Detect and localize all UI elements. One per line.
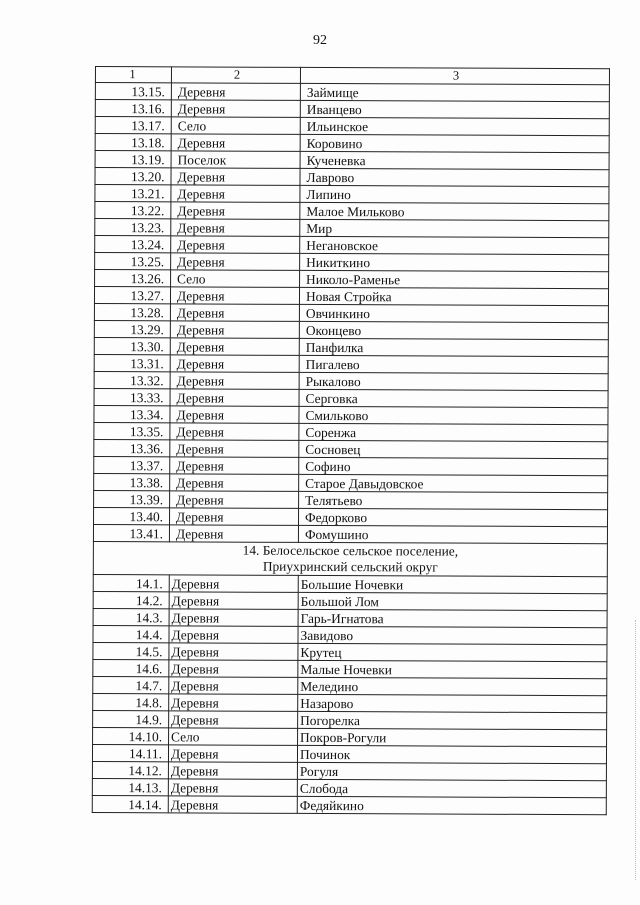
- row-number: 14.14.: [92, 795, 168, 812]
- settlement-type: Деревня: [170, 389, 299, 407]
- settlement-type: Деревня: [170, 287, 299, 305]
- settlement-type: Деревня: [170, 491, 299, 509]
- row-number: 14.1.: [93, 574, 169, 591]
- row-number: 13.24.: [95, 236, 171, 253]
- row-number: 13.27.: [94, 287, 170, 304]
- row-number: 13.41.: [93, 524, 169, 541]
- row-number: 14.6.: [93, 659, 169, 676]
- settlement-type: Деревня: [168, 796, 297, 814]
- row-number: 13.37.: [94, 456, 170, 473]
- row-number: 14.12.: [92, 761, 168, 778]
- settlement-name: Липино: [300, 185, 609, 203]
- settlement-name: Малое Мильково: [300, 202, 609, 220]
- row-number: 13.15.: [95, 83, 171, 100]
- row-number: 13.22.: [95, 202, 171, 219]
- section-title-line-1: 14. Белосельское сельское поселение,: [242, 542, 459, 559]
- settlement-name: Софино: [299, 457, 608, 475]
- settlement-name: Ильинское: [300, 117, 609, 135]
- settlement-name: Починок: [297, 745, 606, 763]
- settlement-name: Негановское: [300, 236, 609, 254]
- settlement-name: Рогуля: [297, 762, 606, 780]
- settlement-type: Деревня: [169, 677, 298, 695]
- settlement-type: Деревня: [171, 83, 300, 101]
- settlement-type: Деревня: [171, 100, 300, 118]
- row-number: 13.34.: [94, 405, 170, 422]
- settlements-table: [92, 66, 610, 815]
- settlement-name: Слобода: [297, 779, 606, 797]
- settlement-name: Погорелка: [298, 711, 607, 729]
- settlement-type: Деревня: [171, 236, 300, 254]
- row-number: 14.3.: [93, 608, 169, 625]
- row-number: 13.28.: [94, 303, 170, 320]
- settlement-name: Соренжа: [299, 423, 608, 441]
- settlement-name: Большой Лом: [298, 592, 607, 610]
- row-number: 13.36.: [94, 439, 170, 456]
- settlement-name: Оконцево: [299, 321, 608, 339]
- settlement-type: Село: [171, 270, 300, 288]
- settlement-name: Гарь-Игнатова: [298, 609, 607, 627]
- settlement-type: Деревня: [169, 609, 298, 627]
- row-number: 13.39.: [94, 490, 170, 507]
- row-number: 13.16.: [95, 100, 171, 117]
- settlement-type: Деревня: [170, 406, 299, 424]
- settlement-type: Деревня: [169, 525, 298, 543]
- settlement-type: Поселок: [171, 151, 300, 169]
- settlement-name: Назарово: [298, 694, 607, 712]
- settlement-type: Деревня: [170, 338, 299, 356]
- row-number: 14.9.: [93, 710, 169, 727]
- settlement-type: Деревня: [168, 762, 297, 780]
- settlement-name: Сосновец: [299, 440, 608, 458]
- settlement-name: Иванцево: [300, 100, 609, 118]
- row-number: 13.33.: [94, 388, 170, 405]
- settlement-type: Деревня: [171, 168, 300, 186]
- settlement-type: Деревня: [169, 592, 298, 610]
- settlement-type: Село: [169, 728, 298, 746]
- settlement-type: Село: [171, 117, 300, 135]
- settlement-type: Деревня: [170, 440, 299, 458]
- settlement-name: Серговка: [299, 389, 608, 407]
- settlement-name: Смильково: [299, 406, 608, 424]
- table-body: [92, 67, 609, 815]
- settlement-type: Деревня: [168, 745, 297, 763]
- section-title-line-2: Приухринский сельский округ: [262, 558, 438, 575]
- page-number: 92: [313, 33, 327, 48]
- row-number: 14.2.: [93, 591, 169, 608]
- settlement-type: Деревня: [168, 779, 297, 797]
- settlement-type: Деревня: [170, 304, 299, 322]
- settlement-type: Деревня: [169, 694, 298, 712]
- row-number: 13.19.: [95, 151, 171, 168]
- settlement-name: Панфилка: [299, 338, 608, 356]
- settlement-name: Малые Ночевки: [298, 660, 607, 678]
- settlement-type: Деревня: [170, 372, 299, 390]
- settlement-type: Деревня: [170, 474, 299, 492]
- settlement-type: Деревня: [170, 457, 299, 475]
- settlement-name: Займище: [300, 83, 609, 101]
- header-col-1: 1: [95, 67, 171, 83]
- row-number: 13.38.: [94, 473, 170, 490]
- settlement-type: Деревня: [169, 575, 298, 593]
- settlement-type: Деревня: [169, 626, 298, 644]
- settlement-name: Новая Стройка: [299, 287, 608, 305]
- settlement-type: Деревня: [169, 508, 298, 526]
- settlement-type: Деревня: [171, 253, 300, 271]
- settlement-type: Деревня: [171, 202, 300, 220]
- settlement-name: Большие Ночевки: [298, 575, 607, 593]
- settlement-name: Федорково: [298, 508, 607, 526]
- row-number: 14.5.: [93, 642, 169, 659]
- settlement-type: Деревня: [169, 711, 298, 729]
- row-number: 13.32.: [94, 371, 170, 388]
- row-number: 14.4.: [93, 625, 169, 642]
- settlement-name: Кученевка: [300, 151, 609, 169]
- header-col-3: 3: [300, 67, 609, 84]
- row-number: 14.10.: [93, 727, 169, 744]
- row-number: 13.20.: [95, 168, 171, 185]
- settlement-type: Деревня: [171, 134, 300, 152]
- settlement-name: Покров-Рогули: [298, 728, 607, 746]
- row-number: 13.40.: [93, 507, 169, 524]
- row-number: 14.8.: [93, 693, 169, 710]
- settlement-name: Фомушино: [298, 525, 607, 543]
- section-header-row: [93, 541, 607, 576]
- row-number: 13.21.: [95, 185, 171, 202]
- settlement-name: Пигалево: [299, 355, 608, 373]
- settlement-type: Деревня: [170, 423, 299, 441]
- settlement-type: Деревня: [171, 219, 300, 237]
- row-number: 13.29.: [94, 320, 170, 337]
- settlement-name: Рыкалово: [299, 372, 608, 390]
- settlement-name: Старое Давыдовское: [299, 474, 608, 492]
- row-number: 14.7.: [93, 676, 169, 693]
- row-number: 13.31.: [94, 354, 170, 371]
- settlement-name: Федяйкино: [297, 796, 606, 814]
- row-number: 13.26.: [95, 270, 171, 287]
- settlement-name: Телятьево: [299, 491, 608, 509]
- settlement-name: Никиткино: [300, 253, 609, 271]
- settlement-name: Мир: [300, 219, 609, 237]
- settlement-name: Коровино: [300, 134, 609, 152]
- settlement-name: Лаврово: [300, 168, 609, 186]
- settlement-name: Меледино: [298, 677, 607, 695]
- settlement-type: Деревня: [171, 185, 300, 203]
- settlement-name: Николо-Раменье: [300, 270, 609, 288]
- settlement-type: Деревня: [169, 660, 298, 678]
- row-number: 13.35.: [94, 422, 170, 439]
- row-number: 14.11.: [92, 744, 168, 761]
- row-number: 13.25.: [95, 253, 171, 270]
- settlement-name: Крутец: [298, 643, 607, 661]
- table-row: [92, 795, 606, 814]
- row-number: 13.23.: [95, 219, 171, 236]
- section-title: [93, 541, 607, 576]
- settlement-type: Деревня: [170, 321, 299, 339]
- row-number: 13.30.: [94, 337, 170, 354]
- settlement-name: Завидово: [298, 626, 607, 644]
- settlement-type: Деревня: [170, 355, 299, 373]
- settlement-type: Деревня: [169, 643, 298, 661]
- settlement-name: Овчинкино: [299, 304, 608, 322]
- row-number: 13.18.: [95, 134, 171, 151]
- row-number: 13.17.: [95, 117, 171, 134]
- scan-edge-marks: [629, 620, 636, 880]
- header-col-2: 2: [171, 67, 300, 84]
- row-number: 14.13.: [92, 778, 168, 795]
